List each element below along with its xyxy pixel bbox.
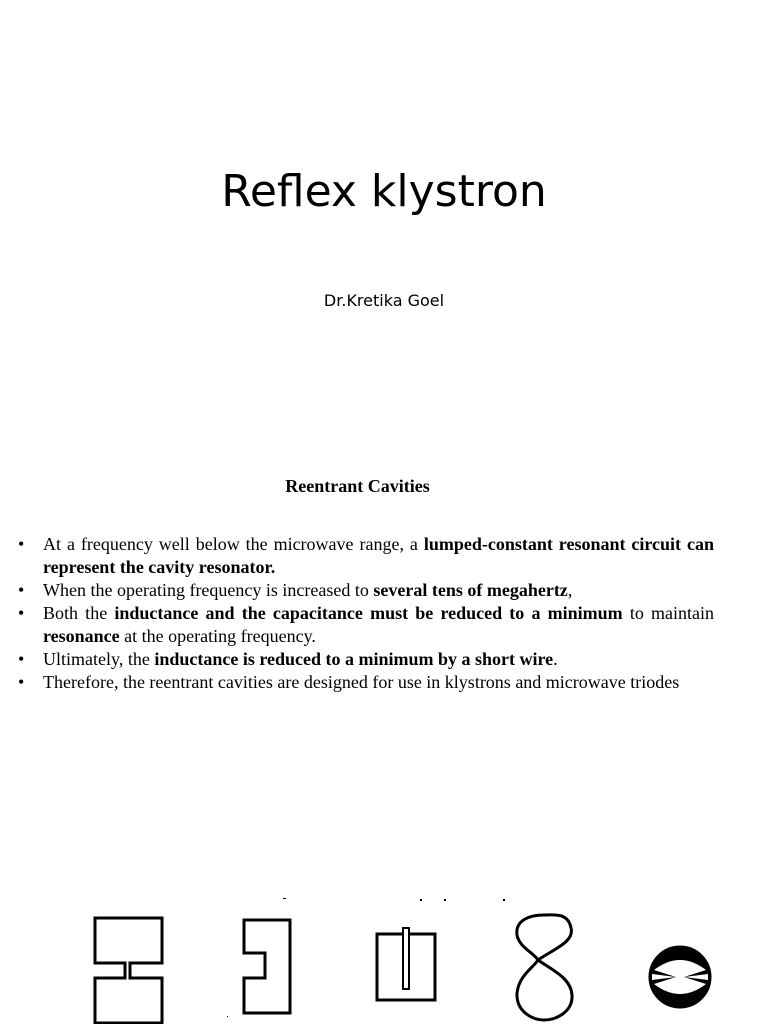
coaxial-reentrant-cavity-figure: [95, 918, 162, 1023]
half-reentrant-cavity-figure: [244, 920, 290, 1013]
slide-author: Dr.Kretika Goel: [323, 291, 445, 310]
bullet-list: [18, 533, 714, 694]
bullet-dot: •: [18, 580, 25, 600]
bullet-item: [18, 579, 714, 602]
section-heading: Reentrant Cavities: [285, 476, 430, 496]
bullet-text: When the operating frequency is increased to: [43, 580, 374, 600]
radial-cavity-figure: [650, 947, 710, 1007]
bullet-item: [18, 648, 714, 671]
bullet-item: [18, 602, 714, 648]
bullet-bold-text: inductance is reduced to a minimum by a short wire: [154, 649, 554, 669]
bullet-bold-text: inductance and the capacitance must be reduced to a minimum: [114, 603, 623, 623]
bullet-bold-text: lumped-constant resonant circuit can represent the cavity resonator.: [43, 534, 714, 577]
bullet-text: Both the: [43, 603, 115, 623]
bullet-bold-text: resonance: [43, 626, 120, 646]
bullet-text: Therefore, the reentrant cavities are designed for use in klystrons and microwave triodes: [43, 672, 680, 692]
bullet-dot: •: [18, 534, 25, 554]
bullet-dot: •: [18, 649, 25, 669]
cavity-figures: [0, 890, 768, 1024]
cylindrical-rod-cavity-figure: [377, 928, 435, 1000]
bullet-bold-text: several tens of megahertz: [373, 580, 568, 600]
bullet-item: [18, 671, 714, 694]
bullet-text: Ultimately, the: [43, 649, 155, 669]
toroidal-cavity-figure: [517, 915, 572, 1020]
bullet-text: to maintain: [622, 603, 715, 623]
bullet-text: at the operating frequency.: [119, 626, 316, 646]
bullet-text: At a frequency well below the microwave range, a: [43, 534, 424, 554]
bullet-text: ,: [567, 580, 573, 600]
figure-specks: [227, 898, 505, 1017]
bullet-dot: •: [18, 672, 25, 692]
bullet-text: .: [553, 649, 558, 669]
bullet-dot: •: [18, 603, 25, 623]
bullet-item: [18, 533, 714, 579]
slide-title: Reflex klystron: [221, 166, 547, 217]
